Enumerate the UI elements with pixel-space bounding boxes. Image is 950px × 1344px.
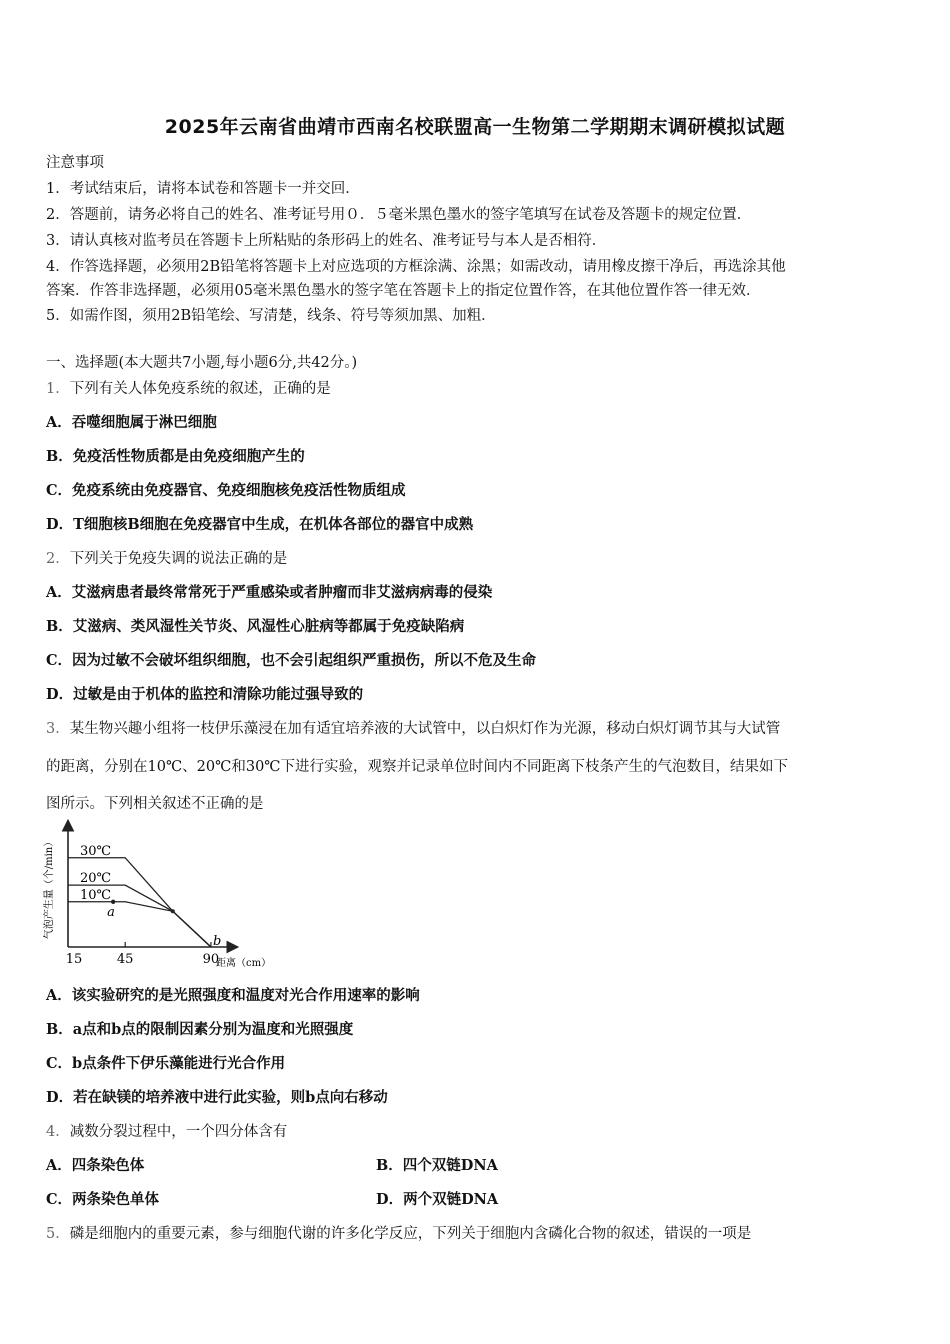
- q1-option-c: C．免疫系统由免疫器官、免疫细胞核免疫活性物质组成: [46, 482, 406, 499]
- point-b-label: b: [212, 934, 222, 949]
- bubble-rate-chart: [40, 816, 290, 972]
- x-tick-label: 15: [65, 952, 83, 967]
- q3-option-c: C．b点条件下伊乐藻能进行光合作用: [46, 1055, 286, 1072]
- q4-option-a: A．四条染色体: [46, 1157, 145, 1174]
- y-axis-label: 气泡产生量（个/min）: [44, 836, 55, 940]
- series-label-0: 30℃: [80, 843, 112, 859]
- q4-option-c: C．两条染色单体: [46, 1191, 160, 1208]
- notice-item-4-cont: 答案．作答非选择题，必须用05毫米黑色墨水的签字笔在答题卡上的指定位置作答，在其他位置作答一律无效．: [46, 283, 761, 299]
- q1-option-b: B．免疫活性物质都是由免疫细胞产生的: [46, 448, 305, 465]
- q1-option-d: D．T细胞核B细胞在免疫器官中生成，在机体各部位的器官中成熟: [46, 516, 474, 533]
- series-line-2: [68, 902, 211, 947]
- convergence-point: [171, 909, 175, 913]
- question-2-stem: [46, 547, 287, 568]
- series-label-1: 20℃: [80, 871, 112, 887]
- q2-option-c: C．因为过敏不会破坏组织细胞，也不会引起组织严重损伤，所以不危及生命: [46, 652, 537, 669]
- question-text: 下列关于免疫失调的说法正确的是: [69, 551, 288, 567]
- q4-option-d: D．两个双链DNA: [376, 1191, 499, 1208]
- question-text: 某生物兴趣小组将一枝伊乐藻浸在加有适宜培养液的大试管中，以白炽灯作为光源，移动白炽灯调节其与大试管: [69, 721, 781, 737]
- notice-item-4: 4．作答选择题，必须用2B铅笔将答题卡上对应选项的方框涂满、涂黑；如需改动，请用橡皮擦干净后，再选涂其他: [46, 259, 786, 275]
- question-text: 磷是细胞内的重要元素，参与细胞代谢的许多化学反应，下列关于细胞内含磷化合物的叙述，错误的一项是: [69, 1226, 752, 1242]
- notice-item-1: 1．考试结束后，请将本试卷和答题卡一并交回．: [46, 181, 360, 197]
- series-label-2: 10℃: [80, 887, 112, 903]
- page-title: 2025年云南省曲靖市西南名校联盟高一生物第二学期期末调研模拟试题: [164, 116, 786, 138]
- notice-item-2: 2．答题前，请务必将自己的姓名、准考证号用０．５毫米黑色墨水的签字笔填写在试卷及答题卡的规定位置．: [46, 207, 752, 223]
- q2-option-d: D．过敏是由于机体的监控和清除功能过强导致的: [46, 686, 364, 703]
- q3-option-a: A．该实验研究的是光照强度和温度对光合作用速率的影响: [46, 987, 420, 1004]
- question-number: 2．: [46, 551, 70, 567]
- point-a-marker: [111, 900, 115, 904]
- question-3-stem-line1: [46, 717, 780, 738]
- notice-item-3: 3．请认真核对监考员在答题卡上所粘贴的条形码上的姓名、准考证号与本人是否相符．: [46, 233, 607, 249]
- q2-option-b: B．艾滋病、类风湿性关节炎、风湿性心脏病等都属于免疫缺陷病: [46, 618, 465, 635]
- x-axis-label: 距离（cm）: [216, 958, 272, 969]
- point-a-label: a: [107, 904, 115, 920]
- question-number: 5．: [46, 1226, 70, 1242]
- q2-option-a: A．艾滋病患者最终常常死于严重感染或者肿瘤而非艾滋病病毒的侵染: [46, 584, 493, 601]
- question-5-stem: [46, 1222, 751, 1243]
- q1-option-a: A．吞噬细胞属于淋巴细胞: [46, 414, 217, 431]
- question-4-stem: [46, 1120, 287, 1141]
- question-text: 减数分裂过程中，一个四分体含有: [69, 1124, 288, 1140]
- question-text: 下列有关人体免疫系统的叙述，正确的是: [69, 381, 331, 397]
- q3-option-b: B．a点和b点的限制因素分别为温度和光照强度: [46, 1021, 354, 1038]
- question-1-stem: [46, 377, 331, 398]
- question-3-stem-line3: 图所示。下列相关叙述不正确的是: [46, 796, 264, 812]
- q4-option-b: B．四个双链DNA: [376, 1157, 498, 1174]
- section-heading: 一、选择题(本大题共7小题,每小题6分,共42分。): [46, 355, 358, 371]
- question-3-stem-line2: 的距离，分别在10℃、20℃和30℃下进行实验，观察并记录单位时间内不同距离下枝条产生的气泡数目，结果如下: [46, 759, 789, 775]
- question-number: 4．: [46, 1124, 70, 1140]
- notice-item-5: 5．如需作图，须用2B铅笔绘、写清楚，线条、符号等须加黑、加粗．: [46, 308, 496, 324]
- notice-heading: 注意事项: [46, 155, 104, 171]
- question-number: 3．: [46, 721, 70, 737]
- x-tick-label: 90: [202, 952, 220, 967]
- question-number: 1．: [46, 381, 70, 397]
- x-tick-label: 45: [116, 952, 134, 967]
- q3-option-d: D．若在缺镁的培养液中进行此实验，则b点向右移动: [46, 1089, 388, 1106]
